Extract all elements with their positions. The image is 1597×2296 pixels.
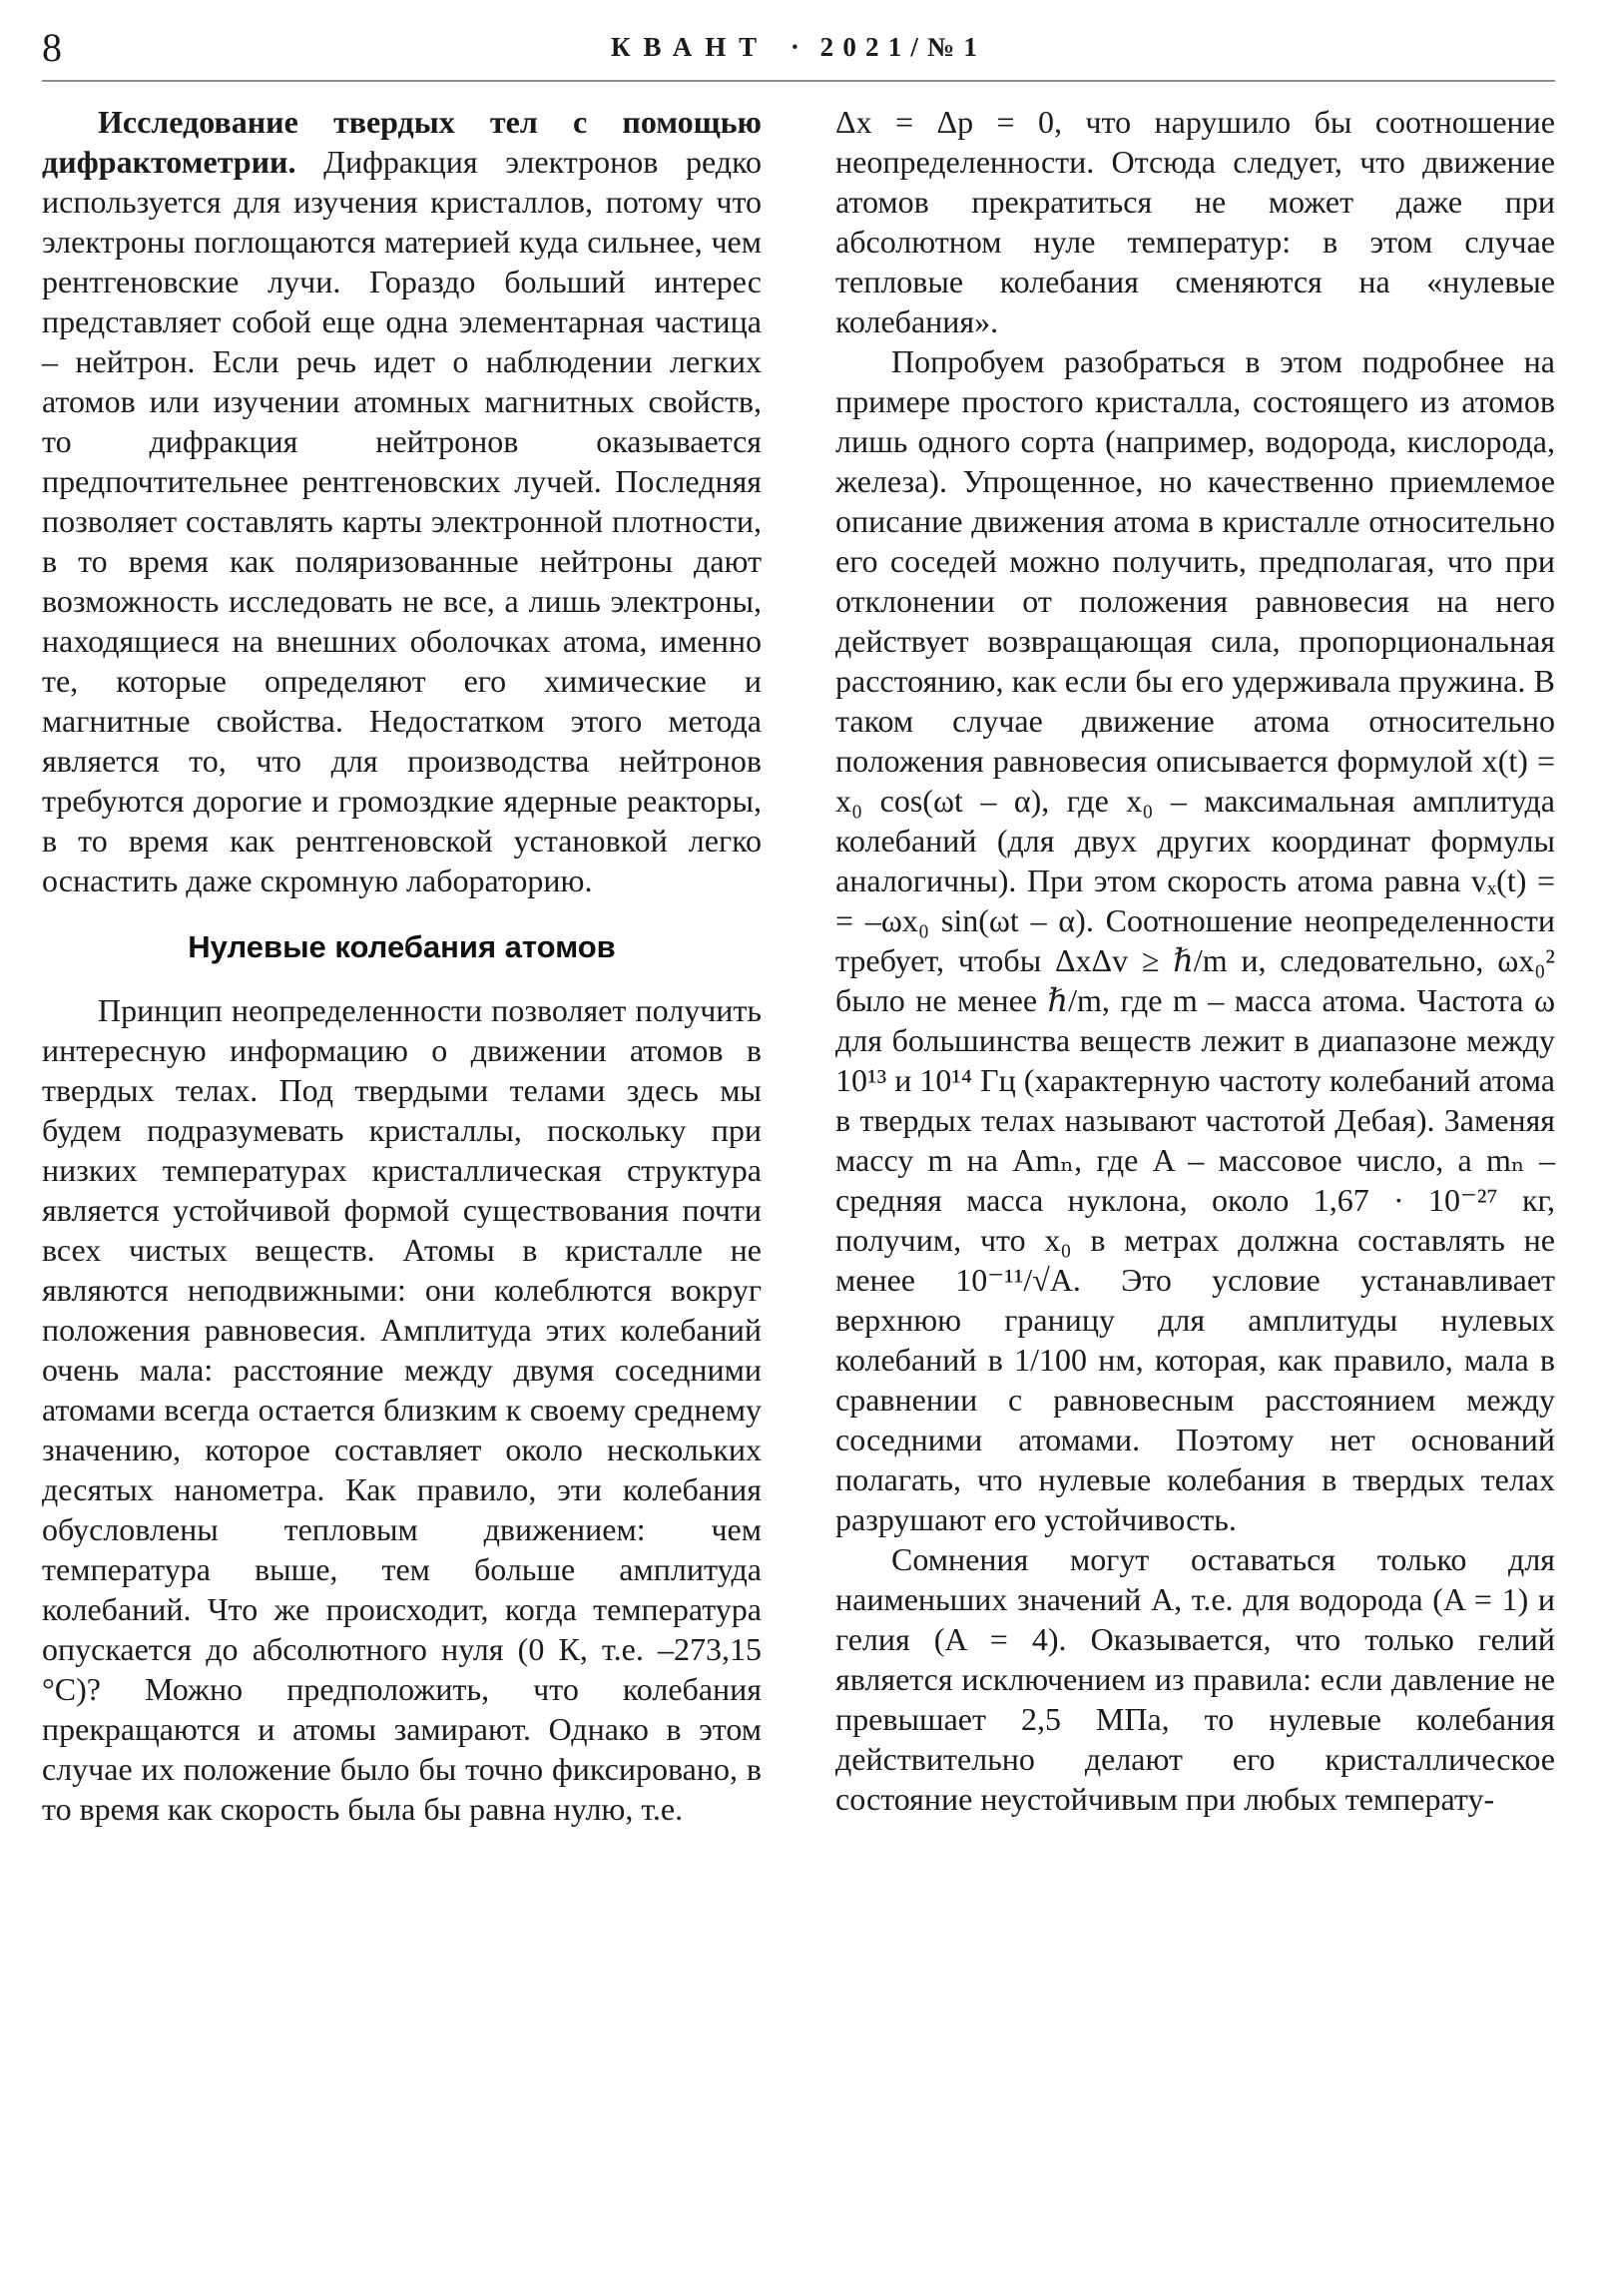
- journal-issue: 2021/№1: [819, 32, 987, 62]
- left-column: [42, 102, 762, 1829]
- masthead-separator: ·: [790, 32, 799, 62]
- paragraph: Сомнения могут оставаться только для наименьших значений A, т.е. для водорода (A = 1) и гелия (A = 4). Оказывается, что только гелий является исключением из правила: если давление не превышает 2,5 МПа, то нулевые колебания действительно делают его кристаллическое состояние неустойчивым при любых температу-: [835, 1541, 1555, 1817]
- journal-title: КВАНТ: [610, 32, 771, 62]
- paragraph: Δx = Δp = 0, что нарушило бы соотношение неопределенности. Отсюда следует, что движение атомов прекратиться не может даже при абсолютном нуле температур: в этом случае тепловые колебания сменяются на «нулевые колебания».: [835, 104, 1555, 339]
- article-body: [42, 102, 1555, 1829]
- section-heading: Нулевые колебания атомов: [188, 929, 616, 964]
- paragraph: Принцип неопределенности позволяет получить интересную информацию о движении атомов в твердых телах. Под твердыми телами здесь мы будем подразумевать кристаллы, поскольку при низких температурах кристаллическая структура является устойчивой формой существования почти всех чистых веществ. Атомы в кристалле не являются неподвижными: они колеблются вокруг положения равновесия. Амплитуда этих колебаний очень мала: расстояние между двумя соседними атомами всегда остается близким к своему среднему значению, которое составляет около нескольких десятых нанометра. Как правило, эти колебания обусловлены тепловым движением: чем температура выше, тем больше амплитуда колебаний. Что же происходит, когда температура опускается до абсолютного нуля (0 К, т.е. –273,15 °С)? Можно предположить, что колебания прекращаются и атомы замирают. Однако в этом случае их положение было бы точно фиксировано, в то время как скорость была бы равна нулю, т.е.: [42, 992, 762, 1827]
- paragraph: Попробуем разобраться в этом подробнее на примере простого кристалла, состоящего из атомов лишь одного сорта (например, водорода, кислорода, железа). Упрощенное, но качественно приемлемое описание движения атома в кристалле относительно его соседей можно получить, предполагая, что при отклонении от положения равновесия на него действует возвращающая сила, пропорциональная расстоянию, как если бы его удерживала пружина. В таком случае движение атома относительно положения равновесия описывается формулой x(t) = x₀ cos(ωt – α), где x₀ – максимальная амплитуда колебаний (для двух других координат формулы аналогичны). При этом скорость атома равна vₓ(t) = = –ωx₀ sin(ωt – α). Соотношение неопределенности требует, чтобы ΔxΔv ≥ ℏ/m и, следовательно, ωx₀² было не менее ℏ/m, где m – масса атома. Частота ω для большинства веществ лежит в диапазоне между 10¹³ и 10¹⁴ Гц (характерную частоту колебаний атома в твердых телах называют частотой Дебая). Заменяя массу m на Amₙ, где A – массовое число, а mₙ – средняя масса нуклона, около 1,67 · 10⁻²⁷ кг, получим, что x₀ в метрах должна составлять не менее 10⁻¹¹/√A. Это условие устанавливает верхнюю границу для амплитуды нулевых колебаний в 1/100 нм, которая, как правило, мала в сравнении с равновесным расстоянием между соседними атомами. Поэтому нет оснований полагать, что нулевые колебания в твердых телах разрушают его устойчивость.: [835, 343, 1555, 1537]
- journal-masthead: [611, 26, 986, 63]
- paragraph: [42, 102, 762, 900]
- right-column: [835, 102, 1555, 1829]
- paragraph-bold-lead: Исследование твердых тел с помощью дифрактометрии.: [42, 104, 762, 180]
- page-header: [42, 26, 1555, 82]
- page-number: 8: [42, 25, 62, 70]
- paragraph-text: Дифракция электронов редко используется для изучения кристаллов, потому что электроны поглощаются материей куда сильнее, чем рентгеновские лучи. Гораздо больший интерес представляет собой еще одна элементарная частица – нейтрон. Если речь идет о наблюдении легких атомов или изучении атомных магнитных свойств, то дифракция нейтронов оказывается предпочтительнее рентгеновских лучей. Последняя позволяет составлять карты электронной плотности, в то время как поляризованные нейтроны дают возможность исследовать не все, а лишь электроны, находящиеся на внешних оболочках атома, именно те, которые определяют его химические и магнитные свойства. Недостатком этого метода является то, что для производства нейтронов требуются дорогие и громоздкие ядерные реакторы, в то время как рентгеновской установкой легко оснастить даже скромную лабораторию.: [42, 144, 762, 898]
